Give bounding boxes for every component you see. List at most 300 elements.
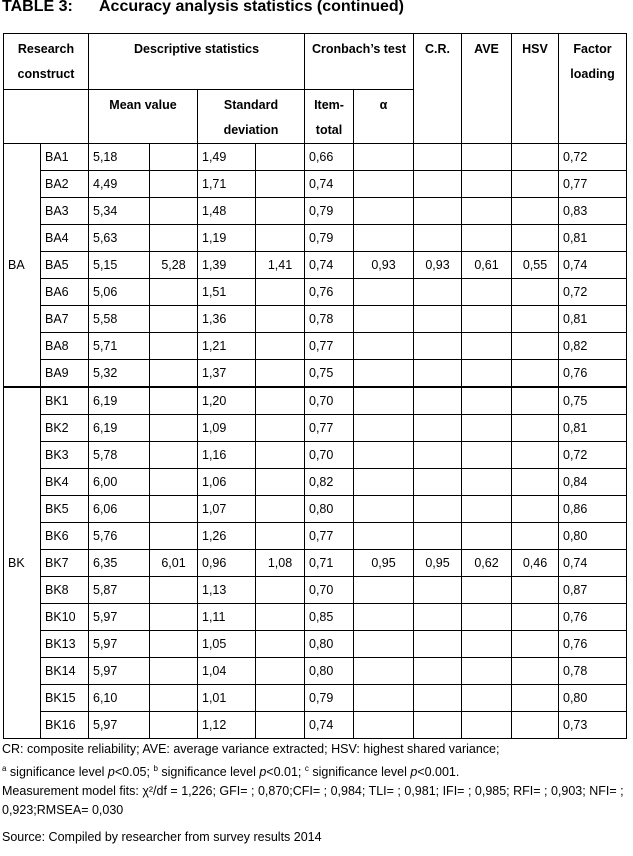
- sig-b-text: significance level: [157, 765, 260, 780]
- construct-cr-empty: [414, 496, 462, 523]
- construct-hsv-empty: [512, 658, 559, 685]
- item-total-correlation: 0,80: [305, 496, 354, 523]
- item-mean: 6,10: [89, 685, 150, 712]
- construct-hsv-empty: [512, 198, 559, 225]
- construct-sd-empty: [256, 442, 305, 469]
- item-code: BA9: [41, 360, 89, 388]
- item-code: BK2: [41, 415, 89, 442]
- table-notes: [2, 740, 632, 847]
- construct-cr-empty: [414, 469, 462, 496]
- item-mean: 5,97: [89, 631, 150, 658]
- construct-alpha-empty: [354, 658, 414, 685]
- item-sd: 1,13: [198, 577, 256, 604]
- construct-hsv-empty: [512, 306, 559, 333]
- construct-ave-empty: [462, 279, 512, 306]
- construct-mean-empty: [150, 225, 198, 252]
- construct-ave-empty: [462, 171, 512, 198]
- item-total-correlation: 0,76: [305, 279, 354, 306]
- item-mean: 6,06: [89, 496, 150, 523]
- construct-cr-empty: [414, 685, 462, 712]
- construct-mean-empty: [150, 387, 198, 415]
- item-mean: 5,97: [89, 604, 150, 631]
- header-mean-value: Mean value: [89, 90, 198, 144]
- item-sd: 1,39: [198, 252, 256, 279]
- item-factor-loading: 0,82: [559, 333, 627, 360]
- construct-cr-empty: [414, 171, 462, 198]
- item-code: BK3: [41, 442, 89, 469]
- construct-ave-empty: [462, 306, 512, 333]
- item-code: BK4: [41, 469, 89, 496]
- table-row: [4, 306, 627, 333]
- item-mean: 5,34: [89, 198, 150, 225]
- construct-hsv: 0,55: [512, 252, 559, 279]
- table-row: [4, 523, 627, 550]
- construct-sd-empty: [256, 225, 305, 252]
- item-code: BA7: [41, 306, 89, 333]
- item-factor-loading: 0,75: [559, 387, 627, 415]
- item-total-correlation: 0,71: [305, 550, 354, 577]
- construct-cr-empty: [414, 442, 462, 469]
- construct-ave-empty: [462, 496, 512, 523]
- table-row: [4, 469, 627, 496]
- item-factor-loading: 0,87: [559, 577, 627, 604]
- item-sd: 1,26: [198, 523, 256, 550]
- construct-ave-empty: [462, 469, 512, 496]
- construct-cr-empty: [414, 279, 462, 306]
- item-mean: 6,00: [89, 469, 150, 496]
- item-total-correlation: 0,70: [305, 577, 354, 604]
- item-mean: 5,97: [89, 658, 150, 685]
- item-total-correlation: 0,82: [305, 469, 354, 496]
- construct-hsv-empty: [512, 415, 559, 442]
- construct-mean-empty: [150, 469, 198, 496]
- construct-ave-empty: [462, 631, 512, 658]
- construct-alpha-empty: [354, 712, 414, 739]
- construct-mean: 6,01: [150, 550, 198, 577]
- item-total-correlation: 0,70: [305, 442, 354, 469]
- sig-c-p: p: [410, 765, 418, 780]
- item-sd: 1,36: [198, 306, 256, 333]
- item-factor-loading: 0,83: [559, 198, 627, 225]
- construct-mean-empty: [150, 279, 198, 306]
- construct-mean-empty: [150, 306, 198, 333]
- item-factor-loading: 0,81: [559, 306, 627, 333]
- construct-sd-empty: [256, 658, 305, 685]
- item-factor-loading: 0,73: [559, 712, 627, 739]
- item-mean: 5,71: [89, 333, 150, 360]
- construct-ave: 0,62: [462, 550, 512, 577]
- construct-ave-empty: [462, 685, 512, 712]
- table-body: [4, 144, 627, 739]
- construct-mean-empty: [150, 496, 198, 523]
- construct-alpha-empty: [354, 171, 414, 198]
- construct-cr-empty: [414, 333, 462, 360]
- item-code: BK16: [41, 712, 89, 739]
- item-factor-loading: 0,72: [559, 279, 627, 306]
- table-row: [4, 225, 627, 252]
- item-mean: 5,58: [89, 306, 150, 333]
- construct-sd-empty: [256, 387, 305, 415]
- item-sd: 1,71: [198, 171, 256, 198]
- item-code: BK1: [41, 387, 89, 415]
- item-mean: 5,63: [89, 225, 150, 252]
- table-row: [4, 198, 627, 225]
- sig-c-text: significance level: [308, 765, 411, 780]
- table-row: [4, 144, 627, 171]
- construct-mean-empty: [150, 604, 198, 631]
- item-total-correlation: 0,85: [305, 604, 354, 631]
- item-total-correlation: 0,78: [305, 306, 354, 333]
- construct-mean-empty: [150, 685, 198, 712]
- construct-name: BK: [4, 387, 41, 739]
- construct-hsv-empty: [512, 712, 559, 739]
- item-total-correlation: 0,66: [305, 144, 354, 171]
- item-sd: 1,51: [198, 279, 256, 306]
- construct-alpha-empty: [354, 415, 414, 442]
- construct-ave-empty: [462, 577, 512, 604]
- accuracy-statistics-table: [3, 33, 627, 739]
- construct-ave-empty: [462, 387, 512, 415]
- table-row: [4, 604, 627, 631]
- item-code: BA3: [41, 198, 89, 225]
- item-code: BA5: [41, 252, 89, 279]
- item-factor-loading: 0,78: [559, 658, 627, 685]
- construct-cr-empty: [414, 360, 462, 388]
- construct-ave-empty: [462, 442, 512, 469]
- construct-cr-empty: [414, 387, 462, 415]
- construct-mean-empty: [150, 442, 198, 469]
- construct-cr-empty: [414, 523, 462, 550]
- item-mean: 6,19: [89, 387, 150, 415]
- item-total-correlation: 0,79: [305, 685, 354, 712]
- construct-alpha-empty: [354, 496, 414, 523]
- construct-hsv-empty: [512, 523, 559, 550]
- item-total-correlation: 0,79: [305, 225, 354, 252]
- construct-mean-empty: [150, 415, 198, 442]
- item-factor-loading: 0,76: [559, 631, 627, 658]
- table-row: [4, 360, 627, 388]
- sig-a-mark: a: [2, 764, 7, 773]
- header-item-total: Item-total: [305, 90, 354, 144]
- construct-sd-empty: [256, 604, 305, 631]
- construct-cr-empty: [414, 604, 462, 631]
- construct-sd: 1,41: [256, 252, 305, 279]
- table-caption: [2, 0, 404, 16]
- item-sd: 1,11: [198, 604, 256, 631]
- construct-ave-empty: [462, 604, 512, 631]
- sig-a-text: significance level: [6, 765, 108, 780]
- construct-hsv-empty: [512, 496, 559, 523]
- item-sd: 1,48: [198, 198, 256, 225]
- sig-b-mark: b: [153, 764, 158, 773]
- item-sd: 1,21: [198, 333, 256, 360]
- construct-sd-empty: [256, 577, 305, 604]
- item-sd: 1,01: [198, 685, 256, 712]
- item-mean: 5,87: [89, 577, 150, 604]
- item-factor-loading: 0,74: [559, 252, 627, 279]
- sig-c-val: <0.001.: [417, 765, 460, 780]
- construct-sd: 1,08: [256, 550, 305, 577]
- header-research-construct: Research construct: [4, 34, 89, 90]
- header-alpha: α: [354, 90, 414, 144]
- table-row: [4, 577, 627, 604]
- item-sd: 1,04: [198, 658, 256, 685]
- item-factor-loading: 0,74: [559, 550, 627, 577]
- item-factor-loading: 0,81: [559, 225, 627, 252]
- item-code: BA4: [41, 225, 89, 252]
- item-mean: 5,78: [89, 442, 150, 469]
- item-total-correlation: 0,70: [305, 387, 354, 415]
- item-factor-loading: 0,72: [559, 442, 627, 469]
- construct-alpha-empty: [354, 523, 414, 550]
- item-sd: 1,07: [198, 496, 256, 523]
- item-mean: 6,19: [89, 415, 150, 442]
- construct-mean-empty: [150, 577, 198, 604]
- item-factor-loading: 0,80: [559, 685, 627, 712]
- item-factor-loading: 0,77: [559, 171, 627, 198]
- table-row: [4, 333, 627, 360]
- construct-cr-empty: [414, 658, 462, 685]
- construct-cr-empty: [414, 415, 462, 442]
- header-hsv: HSV: [512, 34, 559, 144]
- construct-cr-empty: [414, 225, 462, 252]
- construct-sd-empty: [256, 360, 305, 388]
- item-sd: 1,19: [198, 225, 256, 252]
- construct-hsv-empty: [512, 631, 559, 658]
- item-mean: 4,49: [89, 171, 150, 198]
- item-sd: 1,09: [198, 415, 256, 442]
- item-total-correlation: 0,74: [305, 712, 354, 739]
- construct-sd-empty: [256, 144, 305, 171]
- table-row: [4, 252, 627, 279]
- construct-ave-empty: [462, 333, 512, 360]
- construct-sd-empty: [256, 306, 305, 333]
- construct-hsv-empty: [512, 360, 559, 388]
- table-row: [4, 279, 627, 306]
- item-sd: 1,05: [198, 631, 256, 658]
- item-total-correlation: 0,77: [305, 333, 354, 360]
- construct-hsv-empty: [512, 442, 559, 469]
- sig-b-p: p: [259, 765, 267, 780]
- construct-alpha-empty: [354, 279, 414, 306]
- construct-alpha-empty: [354, 442, 414, 469]
- item-code: BK15: [41, 685, 89, 712]
- construct-mean-empty: [150, 144, 198, 171]
- construct-hsv-empty: [512, 144, 559, 171]
- header-ave: AVE: [462, 34, 512, 144]
- construct-alpha-empty: [354, 685, 414, 712]
- construct-ave-empty: [462, 523, 512, 550]
- table-label: TABLE 3:: [2, 0, 73, 15]
- item-mean: 5,76: [89, 523, 150, 550]
- item-total-correlation: 0,80: [305, 658, 354, 685]
- header-cr: C.R.: [414, 34, 462, 144]
- significance-note: [2, 759, 632, 782]
- item-total-correlation: 0,80: [305, 631, 354, 658]
- item-factor-loading: 0,72: [559, 144, 627, 171]
- construct-sd-empty: [256, 496, 305, 523]
- construct-mean-empty: [150, 360, 198, 388]
- item-code: BK7: [41, 550, 89, 577]
- construct-cr-empty: [414, 306, 462, 333]
- construct-mean-empty: [150, 712, 198, 739]
- header-descriptive-statistics: Descriptive statistics: [89, 34, 305, 90]
- construct-hsv-empty: [512, 171, 559, 198]
- construct-hsv-empty: [512, 279, 559, 306]
- construct-ave-empty: [462, 360, 512, 388]
- construct-sd-empty: [256, 171, 305, 198]
- construct-hsv: 0,46: [512, 550, 559, 577]
- construct-cr-empty: [414, 577, 462, 604]
- header-factor-loading: Factor loading: [559, 34, 627, 144]
- item-code: BK8: [41, 577, 89, 604]
- construct-sd-empty: [256, 198, 305, 225]
- item-mean: 5,15: [89, 252, 150, 279]
- construct-hsv-empty: [512, 604, 559, 631]
- construct-alpha: 0,95: [354, 550, 414, 577]
- construct-hsv-empty: [512, 577, 559, 604]
- item-code: BA1: [41, 144, 89, 171]
- table-row: [4, 415, 627, 442]
- construct-mean-empty: [150, 198, 198, 225]
- construct-alpha-empty: [354, 387, 414, 415]
- construct-alpha-empty: [354, 333, 414, 360]
- item-sd: 1,16: [198, 442, 256, 469]
- construct-alpha-empty: [354, 225, 414, 252]
- construct-alpha-empty: [354, 306, 414, 333]
- construct-ave-empty: [462, 198, 512, 225]
- construct-mean-empty: [150, 631, 198, 658]
- item-factor-loading: 0,86: [559, 496, 627, 523]
- item-sd: 1,06: [198, 469, 256, 496]
- item-code: BK5: [41, 496, 89, 523]
- construct-alpha-empty: [354, 631, 414, 658]
- construct-ave-empty: [462, 658, 512, 685]
- header-cronbach-test: Cronbach’s test: [305, 34, 414, 90]
- construct-sd-empty: [256, 279, 305, 306]
- construct-alpha-empty: [354, 577, 414, 604]
- table-title: Accuracy analysis statistics (continued): [99, 0, 404, 15]
- construct-cr-empty: [414, 144, 462, 171]
- sig-a-val: <0.05;: [114, 765, 154, 780]
- item-sd: 0,96: [198, 550, 256, 577]
- construct-hsv-empty: [512, 225, 559, 252]
- construct-ave: 0,61: [462, 252, 512, 279]
- table-row: [4, 171, 627, 198]
- item-factor-loading: 0,80: [559, 523, 627, 550]
- item-code: BA8: [41, 333, 89, 360]
- item-factor-loading: 0,84: [559, 469, 627, 496]
- sig-b-val: <0.01;: [266, 765, 305, 780]
- construct-sd-empty: [256, 523, 305, 550]
- construct-alpha-empty: [354, 604, 414, 631]
- item-code: BK6: [41, 523, 89, 550]
- item-sd: 1,49: [198, 144, 256, 171]
- table-row: [4, 631, 627, 658]
- item-code: BA6: [41, 279, 89, 306]
- item-factor-loading: 0,76: [559, 360, 627, 388]
- construct-sd-empty: [256, 415, 305, 442]
- construct-sd-empty: [256, 333, 305, 360]
- construct-sd-empty: [256, 712, 305, 739]
- sig-a-p: p: [107, 765, 115, 780]
- header-standard-deviation: Standard deviation: [198, 90, 305, 144]
- table-row: [4, 658, 627, 685]
- item-sd: 1,20: [198, 387, 256, 415]
- sig-c-mark: c: [304, 764, 309, 773]
- construct-mean-empty: [150, 333, 198, 360]
- item-total-correlation: 0,74: [305, 252, 354, 279]
- item-code: BK13: [41, 631, 89, 658]
- item-factor-loading: 0,81: [559, 415, 627, 442]
- construct-hsv-empty: [512, 685, 559, 712]
- source-note: Source: Compiled by researcher from survey results 2014: [2, 830, 322, 845]
- table-row: [4, 387, 627, 415]
- construct-alpha-empty: [354, 469, 414, 496]
- construct-cr: 0,95: [414, 550, 462, 577]
- item-total-correlation: 0,77: [305, 415, 354, 442]
- construct-sd-empty: [256, 685, 305, 712]
- construct-alpha-empty: [354, 360, 414, 388]
- item-total-correlation: 0,74: [305, 171, 354, 198]
- item-code: BK10: [41, 604, 89, 631]
- construct-cr-empty: [414, 712, 462, 739]
- construct-ave-empty: [462, 144, 512, 171]
- item-total-correlation: 0,77: [305, 523, 354, 550]
- construct-mean-empty: [150, 658, 198, 685]
- item-mean: 5,18: [89, 144, 150, 171]
- item-mean: 6,35: [89, 550, 150, 577]
- construct-sd-empty: [256, 631, 305, 658]
- item-code: BK14: [41, 658, 89, 685]
- table-row: [4, 685, 627, 712]
- header-construct-blank: [4, 90, 89, 144]
- construct-cr-empty: [414, 631, 462, 658]
- construct-sd-empty: [256, 469, 305, 496]
- construct-ave-empty: [462, 712, 512, 739]
- table-row: [4, 442, 627, 469]
- construct-mean-empty: [150, 171, 198, 198]
- table-row: [4, 496, 627, 523]
- construct-alpha-empty: [354, 198, 414, 225]
- item-mean: 5,97: [89, 712, 150, 739]
- table-row: [4, 550, 627, 577]
- item-mean: 5,06: [89, 279, 150, 306]
- construct-ave-empty: [462, 415, 512, 442]
- item-total-correlation: 0,79: [305, 198, 354, 225]
- table-row: [4, 712, 627, 739]
- model-fit-note: Measurement model fits: χ²/df = 1,226; GFI= ; 0,870;CFI= ; 0,984; TLI= ; 0,981; IFI= ; 0,985; RFI= ; 0,903; NFI= ; 0,923;RMSEA= 0,030: [2, 784, 624, 818]
- item-sd: 1,12: [198, 712, 256, 739]
- construct-hsv-empty: [512, 387, 559, 415]
- item-mean: 5,32: [89, 360, 150, 388]
- construct-cr: 0,93: [414, 252, 462, 279]
- construct-mean: 5,28: [150, 252, 198, 279]
- construct-mean-empty: [150, 523, 198, 550]
- construct-hsv-empty: [512, 469, 559, 496]
- construct-alpha: 0,93: [354, 252, 414, 279]
- item-code: BA2: [41, 171, 89, 198]
- item-sd: 1,37: [198, 360, 256, 388]
- construct-alpha-empty: [354, 144, 414, 171]
- item-factor-loading: 0,76: [559, 604, 627, 631]
- construct-hsv-empty: [512, 333, 559, 360]
- construct-ave-empty: [462, 225, 512, 252]
- construct-name: BA: [4, 144, 41, 388]
- abbreviations-note: CR: composite reliability; AVE: average variance extracted; HSV: highest shared variance;: [2, 742, 500, 756]
- item-total-correlation: 0,75: [305, 360, 354, 388]
- construct-cr-empty: [414, 198, 462, 225]
